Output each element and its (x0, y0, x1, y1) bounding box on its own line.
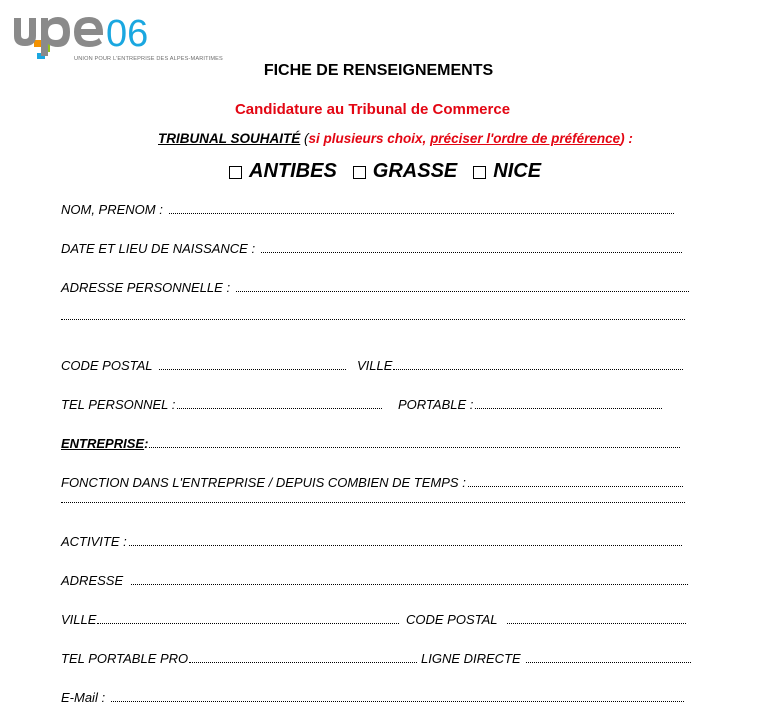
label-tel-pro: TEL PORTABLE PRO (61, 651, 189, 666)
tribunal-choices (229, 160, 557, 183)
label-activite: ACTIVITE : (61, 534, 127, 549)
input-ville[interactable] (393, 369, 683, 370)
field-tel-perso[interactable] (61, 397, 382, 412)
label-ville: VILLE (357, 358, 393, 373)
field-ville2[interactable] (61, 612, 399, 627)
label-adresse: ADRESSE (61, 573, 124, 588)
field-ville[interactable] (357, 358, 683, 373)
checkbox-antibes[interactable] (229, 166, 242, 179)
choice-antibes[interactable] (229, 160, 337, 183)
label-nom: NOM, PRENOM : (61, 202, 163, 217)
input-entreprise[interactable] (149, 447, 680, 448)
tribunal-hint: si plusieurs choix, (308, 131, 431, 146)
input-fonction-line2[interactable] (61, 502, 685, 503)
field-activite[interactable] (61, 534, 682, 549)
choice-label-antibes: ANTIBES (249, 160, 337, 182)
checkbox-grasse[interactable] (353, 166, 366, 179)
label-adresse-perso: ADRESSE PERSONNELLE : (61, 280, 231, 295)
field-naissance[interactable] (61, 241, 682, 256)
tribunal-instruction (158, 131, 633, 146)
logo-square-orange (34, 40, 41, 47)
label-email: E-Mail : (61, 690, 106, 705)
tribunal-close-paren: ) : (620, 131, 633, 146)
field-tel-pro[interactable] (61, 651, 417, 666)
label-ligne-directe: LIGNE DIRECTE (421, 651, 521, 666)
label-portable: PORTABLE : (398, 397, 474, 412)
page-title: FICHE DE RENSEIGNEMENTS (263, 62, 494, 79)
input-ligne-directe[interactable] (526, 662, 691, 663)
field-nom[interactable] (61, 202, 674, 217)
logo-subtitle: UNION POUR L'ENTREPRISE DES ALPES-MARITIMES (74, 56, 223, 62)
field-fonction[interactable] (61, 475, 683, 490)
input-nom[interactable] (169, 213, 674, 214)
input-adresse-perso[interactable] (236, 291, 689, 292)
field-code-postal2[interactable] (406, 612, 686, 627)
input-tel-perso[interactable] (177, 408, 382, 409)
tribunal-open-paren: ( (300, 131, 309, 146)
label-naissance: DATE ET LIEU DE NAISSANCE : (61, 241, 256, 256)
choice-label-nice: NICE (493, 160, 542, 182)
field-adresse[interactable] (61, 573, 688, 588)
input-code-postal[interactable] (159, 369, 346, 370)
input-email[interactable] (111, 701, 684, 702)
input-tel-pro[interactable] (189, 662, 417, 663)
checkbox-nice[interactable] (473, 166, 486, 179)
field-email[interactable] (61, 690, 684, 705)
field-fonction-line2[interactable] (61, 502, 685, 506)
tribunal-label: TRIBUNAL SOUHAITÉ (158, 131, 301, 146)
input-adresse-perso-line2[interactable] (61, 319, 685, 320)
input-adresse[interactable] (131, 584, 688, 585)
field-adresse-perso-line2[interactable] (61, 319, 685, 323)
choice-nice[interactable] (473, 160, 541, 183)
upe06-logo-mark (12, 4, 227, 59)
field-entreprise[interactable] (61, 436, 680, 451)
field-ligne-directe[interactable] (421, 651, 691, 666)
choice-label-grasse: GRASSE (372, 160, 458, 182)
input-portable[interactable] (475, 408, 662, 409)
choice-grasse[interactable] (353, 160, 457, 183)
field-adresse-perso[interactable] (61, 280, 689, 295)
label-ville2: VILLE (61, 612, 97, 627)
field-portable[interactable] (398, 397, 662, 412)
input-code-postal2[interactable] (507, 623, 686, 624)
input-fonction[interactable] (468, 486, 683, 487)
label-entreprise-colon: : (144, 436, 149, 451)
label-entreprise: ENTREPRISE (61, 436, 145, 451)
tribunal-hint-underlined: préciser l'ordre de préférence (430, 131, 621, 146)
label-code-postal2: CODE POSTAL (406, 612, 498, 627)
input-ville2[interactable] (97, 623, 399, 624)
label-code-postal: CODE POSTAL (61, 358, 153, 373)
page-subtitle: Candidature au Tribunal de Commerce (234, 101, 511, 118)
input-naissance[interactable] (261, 252, 682, 253)
field-code-postal[interactable] (61, 358, 346, 373)
logo-number: 06 (106, 13, 149, 55)
label-tel-perso: TEL PERSONNEL : (61, 397, 176, 412)
input-activite[interactable] (129, 545, 682, 546)
upe06-logo (12, 4, 227, 70)
label-fonction: FONCTION DANS L'ENTREPRISE / DEPUIS COMBIEN DE TEMPS : (61, 475, 466, 490)
